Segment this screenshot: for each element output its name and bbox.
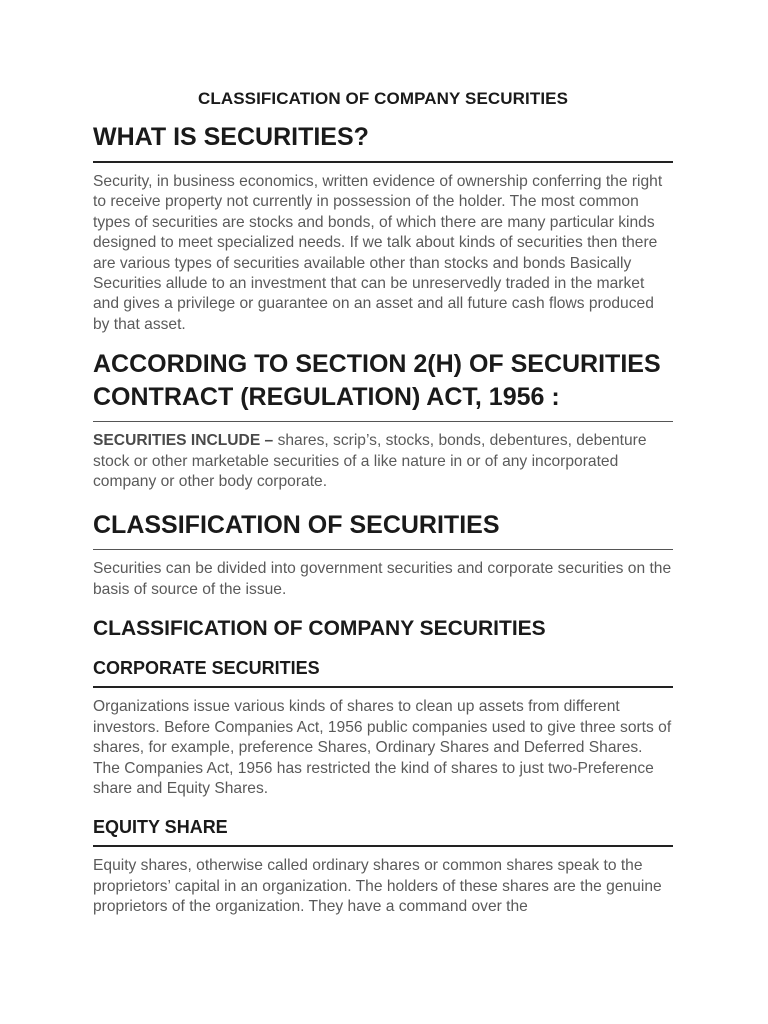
heading-what-is-securities: WHAT IS SECURITIES? <box>93 121 673 163</box>
securities-include-label: SECURITIES INCLUDE – <box>93 432 274 450</box>
document-page <box>93 0 673 918</box>
heading-corporate-securities: CORPORATE SECURITIES <box>93 656 673 688</box>
heading-classification-of-securities: CLASSIFICATION OF SECURITIES <box>93 509 673 550</box>
heading-classification-of-company-securities: CLASSIFICATION OF COMPANY SECURITIES <box>93 617 546 641</box>
heading-section-2h: ACCORDING TO SECTION 2(H) OF SECURITIES CONTRACT (REGULATION) ACT, 1956 : <box>93 348 673 422</box>
paragraph-classification-of-securities: Securities can be divided into government securities and corporate securities on the basis of source of the issue. <box>93 560 672 598</box>
paragraph-equity-share: Equity shares, otherwise called ordinary shares or common shares speak to the proprietors’ capital in an organization. The holders of these shares are the genuine proprietors of the organization. They have a command over the <box>93 857 662 916</box>
paragraph-section-2h <box>93 431 673 492</box>
heading-equity-share: EQUITY SHARE <box>93 815 673 847</box>
paragraph-corporate-securities: Organizations issue various kinds of shares to clean up assets from different investors. Before Companies Act, 1956 public companies used to give three sorts of shares, for example, preference Shares, Ordinary Shares and Deferred Shares. The Companies Act, 1956 has restricted the kind of shares to just two-Preference share and Equity Shares. <box>93 698 672 797</box>
document-title: CLASSIFICATION OF COMPANY SECURITIES <box>197 89 569 108</box>
securities-include-text: shares, scrip’s, stocks, bonds, debentures, debenture stock or other marketable securities of a like nature in or of any incorporated company or other body corporate. <box>93 432 647 491</box>
paragraph-what-is-securities: Security, in business economics, written evidence of ownership conferring the right to receive property not currently in possession of the holder. The most common types of securities are stocks and bonds, of which there are many particular kinds designed to meet specialized needs. If we talk about kinds of securities then there are various types of securities available other than stocks and bonds Basically Securities allude to an investment that can be unreservedly traded in the market and gives a privilege or guarantee on an asset and all future cash flows produced by that asset. <box>93 173 663 333</box>
